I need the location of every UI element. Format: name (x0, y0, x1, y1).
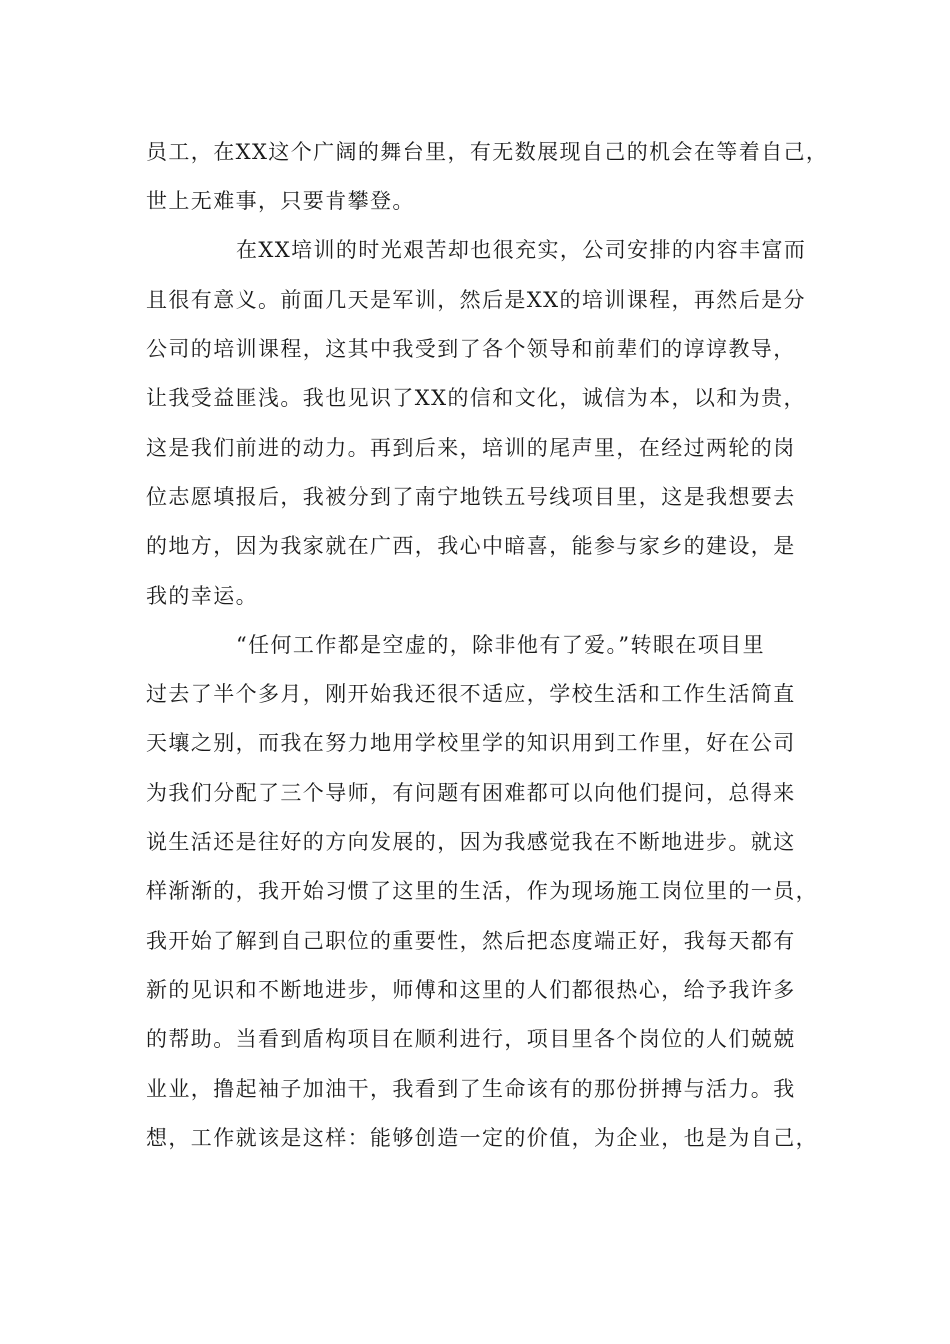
text-line: 业业，撸起袖子加油干，我看到了生命该有的那份拼搏与活力。我 (146, 1077, 796, 1101)
text-line: 新的见识和不断地进步，师傅和这里的人们都很热心，给予我许多 (146, 978, 796, 1002)
text-line: 样渐渐的，我开始习惯了这里的生活，作为现场施工岗位里的一员， (146, 879, 818, 903)
text-line: 我开始了解到自己职位的重要性，然后把态度端正好，我每天都有 (146, 929, 796, 953)
text-line: 且很有意义。前面几天是军训，然后是XX的培训课程，再然后是分 (146, 288, 806, 312)
text-line: 世上无难事，只要肯攀登。 (146, 189, 415, 213)
text-line: 为我们分配了三个导师，有问题有困难都可以向他们提问，总得来 (146, 781, 796, 805)
text-line: 的地方，因为我家就在广西，我心中暗喜，能参与家乡的建设，是 (146, 534, 796, 558)
text-line: 让我受益匪浅。我也见识了XX的信和文化，诚信为本，以和为贵， (146, 386, 806, 410)
text-line: 说生活还是往好的方向发展的，因为我感觉我在不断地进步。就这 (146, 830, 796, 854)
text-line: 公司的培训课程，这其中我受到了各个领导和前辈们的谆谆教导， (146, 337, 796, 361)
text-line: 的帮助。当看到盾构项目在顺利进行，项目里各个岗位的人们兢兢 (146, 1027, 796, 1051)
text-line: 过去了半个多月，刚开始我还很不适应，学校生活和工作生活简直 (146, 682, 796, 706)
text-line: 员工，在XX这个广阔的舞台里，有无数展现自己的机会在等着自己， (146, 140, 829, 164)
text-line: 想，工作就该是这样：能够创造一定的价值，为企业，也是为自己， (146, 1126, 818, 1150)
text-line: 这是我们前进的动力。再到后来，培训的尾声里，在经过两轮的岗 (146, 436, 796, 460)
text-line: 位志愿填报后，我被分到了南宁地铁五号线项目里，这是我想要去 (146, 485, 796, 509)
text-line: 天壤之别，而我在努力地用学校里学的知识用到工作里，好在公司 (146, 731, 796, 755)
paragraph-first-line: 在XX培训的时光艰苦却也很充实，公司安排的内容丰富而 (236, 238, 807, 262)
text-line: 我的幸运。 (146, 584, 258, 608)
paragraph-first-line: “任何工作都是空虚的，除非他有了爱。”转眼在项目里 (236, 633, 765, 657)
